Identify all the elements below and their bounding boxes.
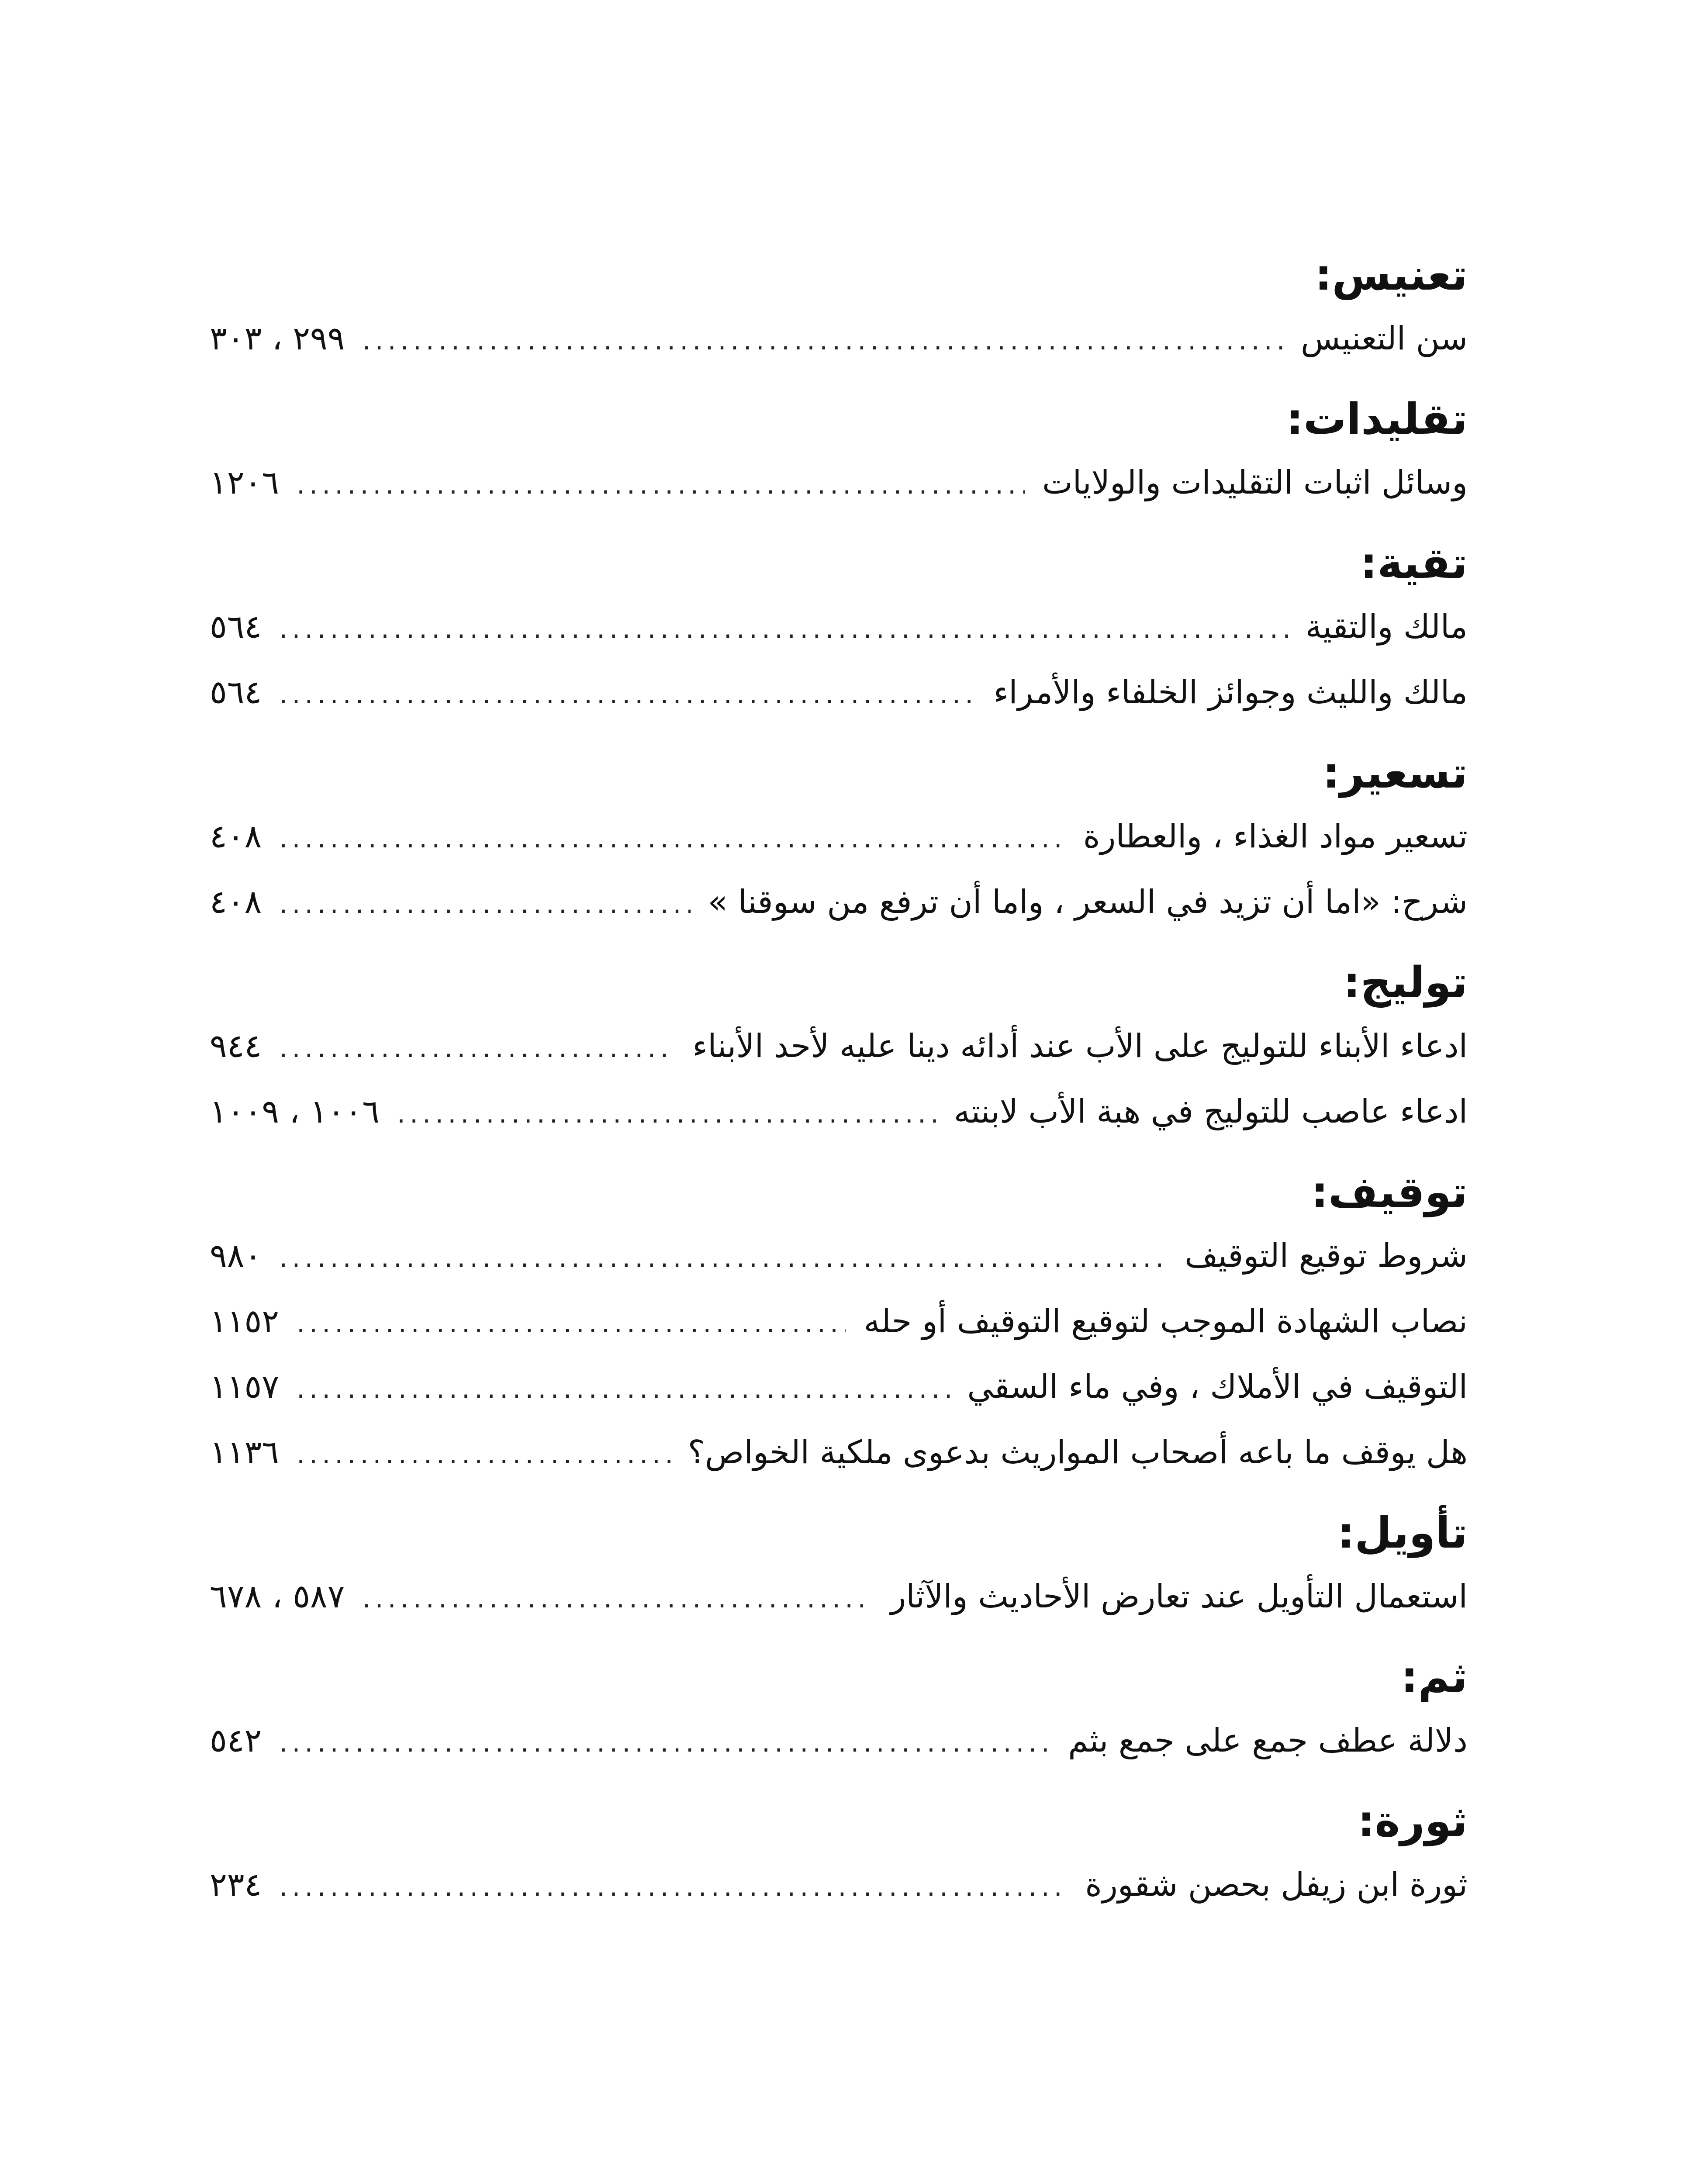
entry-label: مالك والتقية (1305, 608, 1468, 646)
entry-label: ادعاء الأبناء للتوليج على الأب عند أدائه دينا عليه لأحد الأبناء (692, 1027, 1468, 1065)
entry-label: شرح: «اما أن تزيد في السعر ، واما أن ترفع من سوقنا » (708, 883, 1468, 921)
entry-label: استعمال التأويل عند تعارض الأحاديث والآثار (890, 1578, 1468, 1615)
dot-leader (297, 1356, 950, 1422)
dot-leader (279, 871, 690, 937)
section-heading: تقية: (1360, 539, 1468, 588)
index-entry (210, 869, 1468, 935)
entry-page-refs: ٥٦٤ (210, 608, 262, 646)
entry-label: مالك والليث وجوائز الخلفاء والأمراء (993, 674, 1468, 711)
entry-label: هل يوقف ما باعه أصحاب المواريث بدعوى ملكية الخواص؟ (688, 1434, 1468, 1471)
section-heading: توقيف: (1311, 1168, 1468, 1217)
index-entry (210, 1354, 1468, 1420)
section-heading: توليج: (1343, 958, 1468, 1008)
index-section (210, 1503, 1468, 1629)
index-entry (210, 450, 1468, 515)
dot-leader (279, 662, 976, 727)
index-entry (210, 1289, 1468, 1354)
index-section (210, 389, 1468, 515)
section-heading: تعنيس: (1315, 250, 1468, 300)
dot-leader (362, 1566, 873, 1631)
dot-leader (297, 452, 1025, 518)
entry-label: نصاب الشهادة الموجب لتوقيع التوقيف أو حله (864, 1303, 1468, 1340)
entry-label: تسعير مواد الغذاء ، والعطارة (1083, 818, 1468, 855)
index-section (210, 1162, 1468, 1485)
entry-page-refs: ٢٣٤ (210, 1866, 262, 1904)
index-entry (210, 1708, 1468, 1773)
entry-page-refs: ٥٦٤ (210, 674, 262, 711)
entry-label: التوقيف في الأملاك ، وفي ماء السقي (967, 1368, 1468, 1406)
index-entry (210, 1852, 1468, 1918)
index-section (210, 952, 1468, 1144)
dot-leader (279, 1710, 1050, 1776)
entry-page-refs: ١١٥٢ (210, 1303, 279, 1340)
index-entry (210, 306, 1468, 371)
dot-leader (279, 1854, 1068, 1920)
entry-label: دلالة عطف جمع على جمع بثم (1068, 1722, 1468, 1759)
section-heading: تقليدات: (1286, 394, 1468, 444)
index-entry (210, 1420, 1468, 1485)
index-entry (210, 594, 1468, 660)
entry-page-refs: ١١٥٧ (210, 1368, 279, 1406)
dot-leader (279, 596, 1288, 662)
dot-leader (297, 1291, 846, 1356)
entry-page-refs: ٩٨٠ (210, 1237, 262, 1275)
index-section (210, 1791, 1468, 1918)
index-section (210, 743, 1468, 935)
index-entry (210, 660, 1468, 725)
entry-page-refs: ١١٣٦ (210, 1434, 279, 1471)
dot-leader (279, 1016, 675, 1081)
subject-index (210, 245, 1468, 1918)
dot-leader (279, 1225, 1167, 1291)
dot-leader (279, 806, 1066, 871)
index-entry (210, 1564, 1468, 1629)
entry-page-refs: ٩٤٤ (210, 1027, 262, 1065)
entry-page-refs: ١٠٠٦ ، ١٠٠٩ (210, 1093, 380, 1130)
entry-page-refs: ٥٨٧ ، ٦٧٨ (210, 1578, 345, 1615)
dot-leader (397, 1081, 936, 1147)
entry-label: سن التعنيس (1301, 320, 1468, 357)
entry-page-refs: ٥٤٢ (210, 1722, 262, 1759)
dot-leader (297, 1422, 670, 1487)
entry-page-refs: ٢٩٩ ، ٣٠٣ (210, 320, 345, 357)
index-section (210, 1647, 1468, 1773)
section-heading: تأويل: (1337, 1508, 1468, 1558)
section-heading: تسعير: (1323, 748, 1468, 798)
index-section (210, 533, 1468, 725)
entry-page-refs: ٤٠٨ (210, 818, 262, 855)
entry-label: ثورة ابن زيفل بحصن شقورة (1085, 1866, 1468, 1904)
entry-page-refs: ١٢٠٦ (210, 464, 279, 501)
entry-label: وسائل اثبات التقليدات والولايات (1042, 464, 1468, 501)
section-heading: ثم: (1401, 1652, 1468, 1702)
dot-leader (362, 308, 1283, 373)
index-entry (210, 804, 1468, 869)
index-entry (210, 1223, 1468, 1289)
entry-page-refs: ٤٠٨ (210, 883, 262, 921)
entry-label: شروط توقيع التوقيف (1185, 1237, 1468, 1275)
index-section (210, 245, 1468, 371)
entry-label: ادعاء عاصب للتوليج في هبة الأب لابنته (954, 1093, 1468, 1130)
index-entry (210, 1013, 1468, 1079)
section-heading: ثورة: (1358, 1797, 1468, 1846)
index-entry (210, 1079, 1468, 1144)
